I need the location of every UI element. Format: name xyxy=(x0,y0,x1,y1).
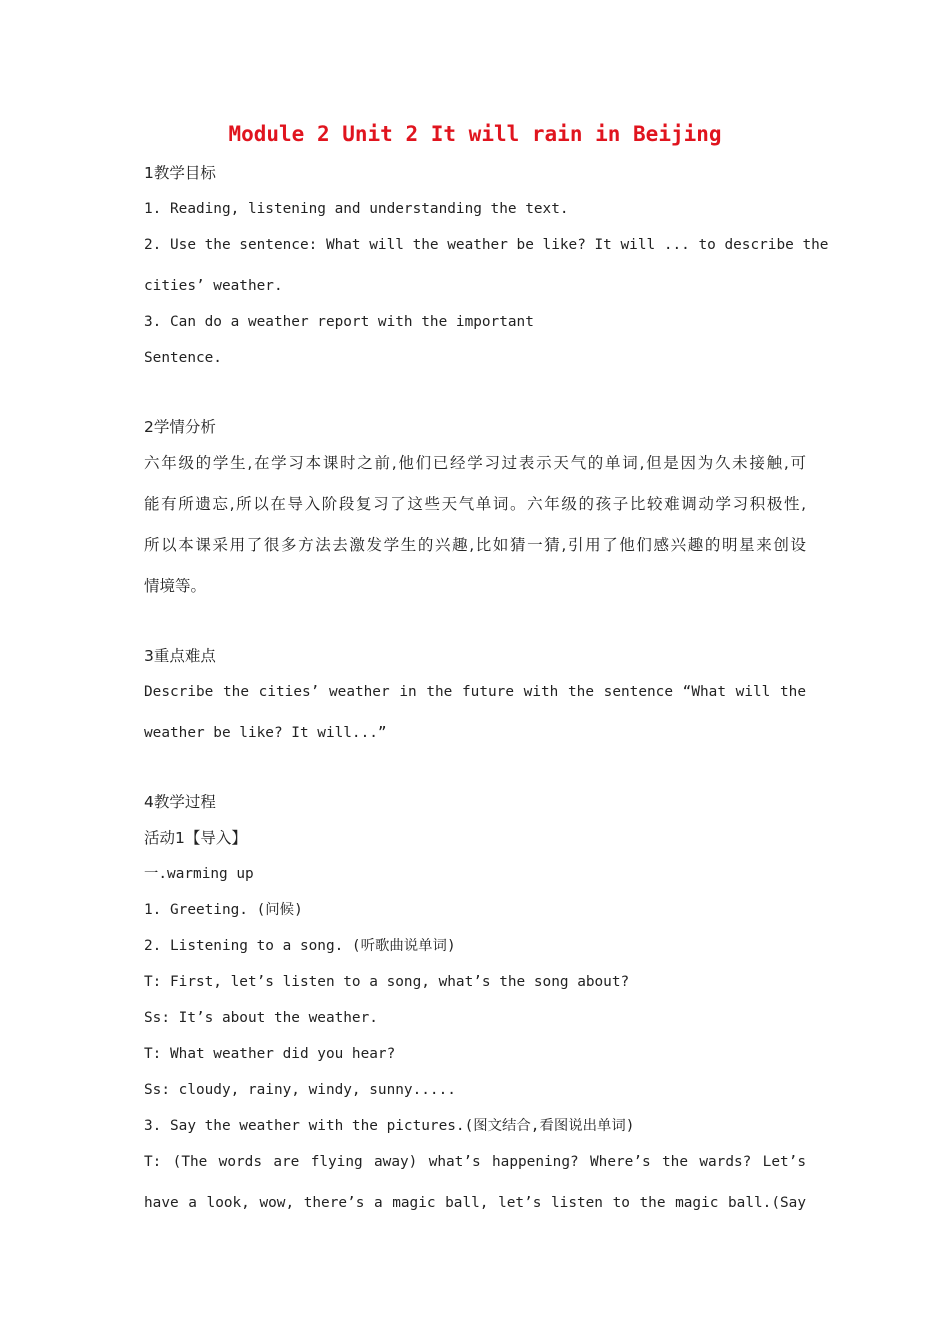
process-line: T: What weather did you hear? xyxy=(144,1046,396,1062)
activity-heading: 活动1【导入】 xyxy=(144,829,247,847)
section-heading-objectives: 1教学目标 xyxy=(144,164,216,182)
objective-line: 2. Use the sentence: What will the weather be like? It will ... to describe the xyxy=(144,237,829,253)
analysis-paragraph-line: 能有所遗忘,所以在导入阶段复习了这些天气单词。六年级的孩子比较难调动学习积极性, xyxy=(144,495,806,513)
objective-line: cities’ weather. xyxy=(144,278,283,294)
section-heading-key-points: 3重点难点 xyxy=(144,647,216,665)
key-points-line: Describe the cities’ weather in the future with the sentence “What will the xyxy=(144,684,806,700)
process-line: 3. Say the weather with the pictures.(图文结合,看图说出单词) xyxy=(144,1118,635,1134)
section-heading-process: 4教学过程 xyxy=(144,793,216,811)
objective-line: 3. Can do a weather report with the important xyxy=(144,314,534,330)
process-line: T: First, let’s listen to a song, what’s the song about? xyxy=(144,974,630,990)
process-line: 一.warming up xyxy=(144,866,254,882)
process-line: 1. Greeting. (问候) xyxy=(144,902,303,918)
document-title: Module 2 Unit 2 It will rain in Beijing xyxy=(228,122,722,146)
section-heading-analysis: 2学情分析 xyxy=(144,418,216,436)
key-points-line: weather be like? It will...” xyxy=(144,725,387,741)
objective-line: Sentence. xyxy=(144,350,222,366)
analysis-paragraph-line: 六年级的学生,在学习本课时之前,他们已经学习过表示天气的单词,但是因为久未接触,可 xyxy=(144,454,806,472)
process-line: Ss: cloudy, rainy, windy, sunny..... xyxy=(144,1082,456,1098)
objective-line: 1. Reading, listening and understanding the text. xyxy=(144,201,569,217)
process-line: 2. Listening to a song. (听歌曲说单词) xyxy=(144,938,456,954)
process-line: Ss: It’s about the weather. xyxy=(144,1010,378,1026)
process-line: have a look, wow, there’s a magic ball, let’s listen to the magic ball.(Say xyxy=(144,1195,806,1211)
process-line: T: (The words are flying away) what’s happening? Where’s the wards? Let’s xyxy=(144,1154,806,1170)
analysis-paragraph-line: 所以本课采用了很多方法去激发学生的兴趣,比如猜一猜,引用了他们感兴趣的明星来创设 xyxy=(144,536,806,554)
analysis-paragraph-line: 情境等。 xyxy=(144,577,207,595)
